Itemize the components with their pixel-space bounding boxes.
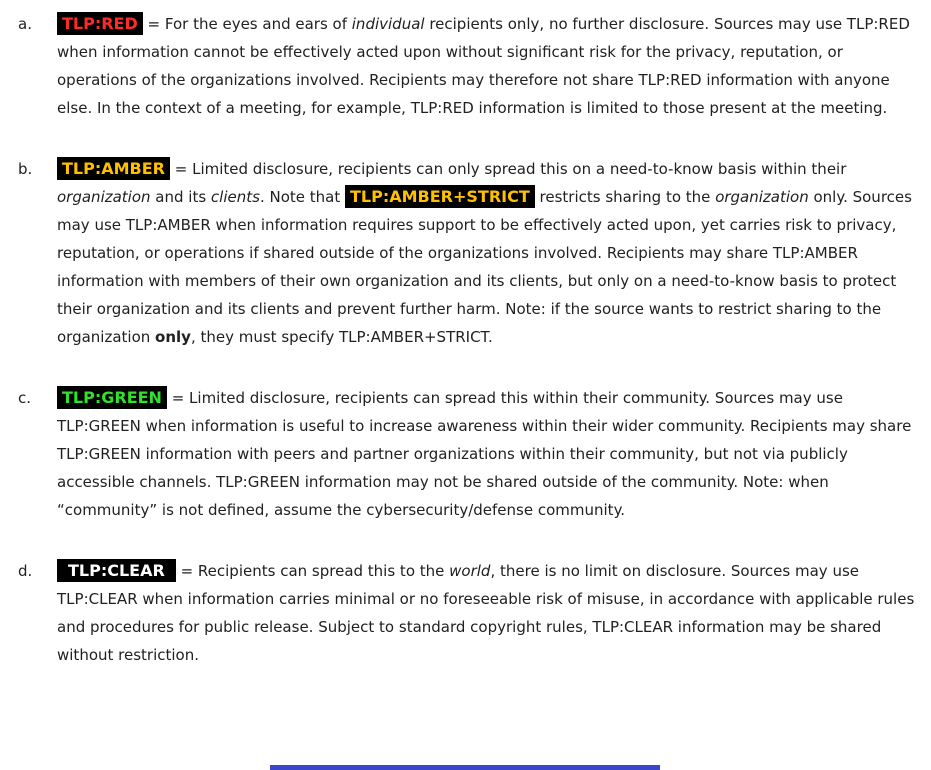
list-item xyxy=(18,384,925,524)
tlp-badge: TLP:RED xyxy=(57,12,143,35)
list-item-marker: b. xyxy=(18,160,33,178)
bold-text: only xyxy=(155,328,191,346)
list-item-text xyxy=(57,384,925,524)
body-text: only. Sources may use TLP:AMBER when information requires support to be effectively acted upon, yet carries risk to privacy, reputation, or operations if shared outside of the organizations involved. Recipients may share TLP:AMBER information with members of their own organization and its clients, but only on a need-to-know basis to protect their organization and its clients and prevent further harm. Note: if the source wants to restrict sharing to the organization xyxy=(57,188,912,346)
list-item-marker: c. xyxy=(18,389,32,407)
body-text: = Limited disclosure, recipients can only spread this on a need-to-know basis within their xyxy=(169,160,847,178)
list-item-text xyxy=(57,557,925,669)
body-text: . Note that xyxy=(259,188,345,206)
tlp-list xyxy=(18,10,925,669)
tlp-badge: TLP:AMBER+STRICT xyxy=(345,185,535,208)
list-item-marker: a. xyxy=(18,15,32,33)
body-text: and its xyxy=(150,188,211,206)
tlp-badge: TLP:AMBER xyxy=(57,157,170,180)
body-text: = Recipients can spread this to the xyxy=(175,562,450,580)
body-text: = For the eyes and ears of xyxy=(142,15,352,33)
tlp-badge: TLP:GREEN xyxy=(57,386,167,409)
list-item-text xyxy=(57,10,925,122)
list-item xyxy=(18,155,925,351)
body-text: restricts sharing to the xyxy=(534,188,716,206)
emphasized-text: clients xyxy=(210,188,260,206)
body-text: recipients only, no further disclosure. Sources may use TLP:RED when information cannot be effectively acted upon without significant risk for the privacy, reputation, or operations of the organizations involved. Recipients may therefore not share TLP:RED information with anyone else. In the context of a meeting, for example, TLP:RED information is limited to those present at the meeting. xyxy=(57,15,910,117)
body-text: , there is no limit on disclosure. Sources may use TLP:CLEAR when information carries minimal or no foreseeable risk of misuse, in accordance with applicable rules and procedures for public release. Subject to standard copyright rules, TLP:CLEAR information may be shared without restriction. xyxy=(57,562,915,664)
body-text: , they must specify TLP:AMBER+STRICT. xyxy=(190,328,493,346)
emphasized-text: world xyxy=(449,562,491,580)
list-item xyxy=(18,10,925,122)
emphasized-text: organization xyxy=(715,188,809,206)
list-item-text xyxy=(57,155,925,351)
body-text: = Limited disclosure, recipients can spread this within their community. Sources may use TLP:GREEN when information is useful to increase awareness within their wider community. Recipients may share TLP:GREEN information with peers and partner organizations within their community, but not via publicly accessible channels. TLP:GREEN information may not be shared outside of the community. Note: when “community” is not defined, assume the cybersecurity/defense community. xyxy=(57,389,912,519)
emphasized-text: organization xyxy=(57,188,151,206)
bottom-blue-bar xyxy=(270,765,660,770)
list-item xyxy=(18,557,925,669)
emphasized-text: individual xyxy=(351,15,425,33)
tlp-badge: TLP:CLEAR xyxy=(57,559,176,582)
list-item-marker: d. xyxy=(18,562,33,580)
